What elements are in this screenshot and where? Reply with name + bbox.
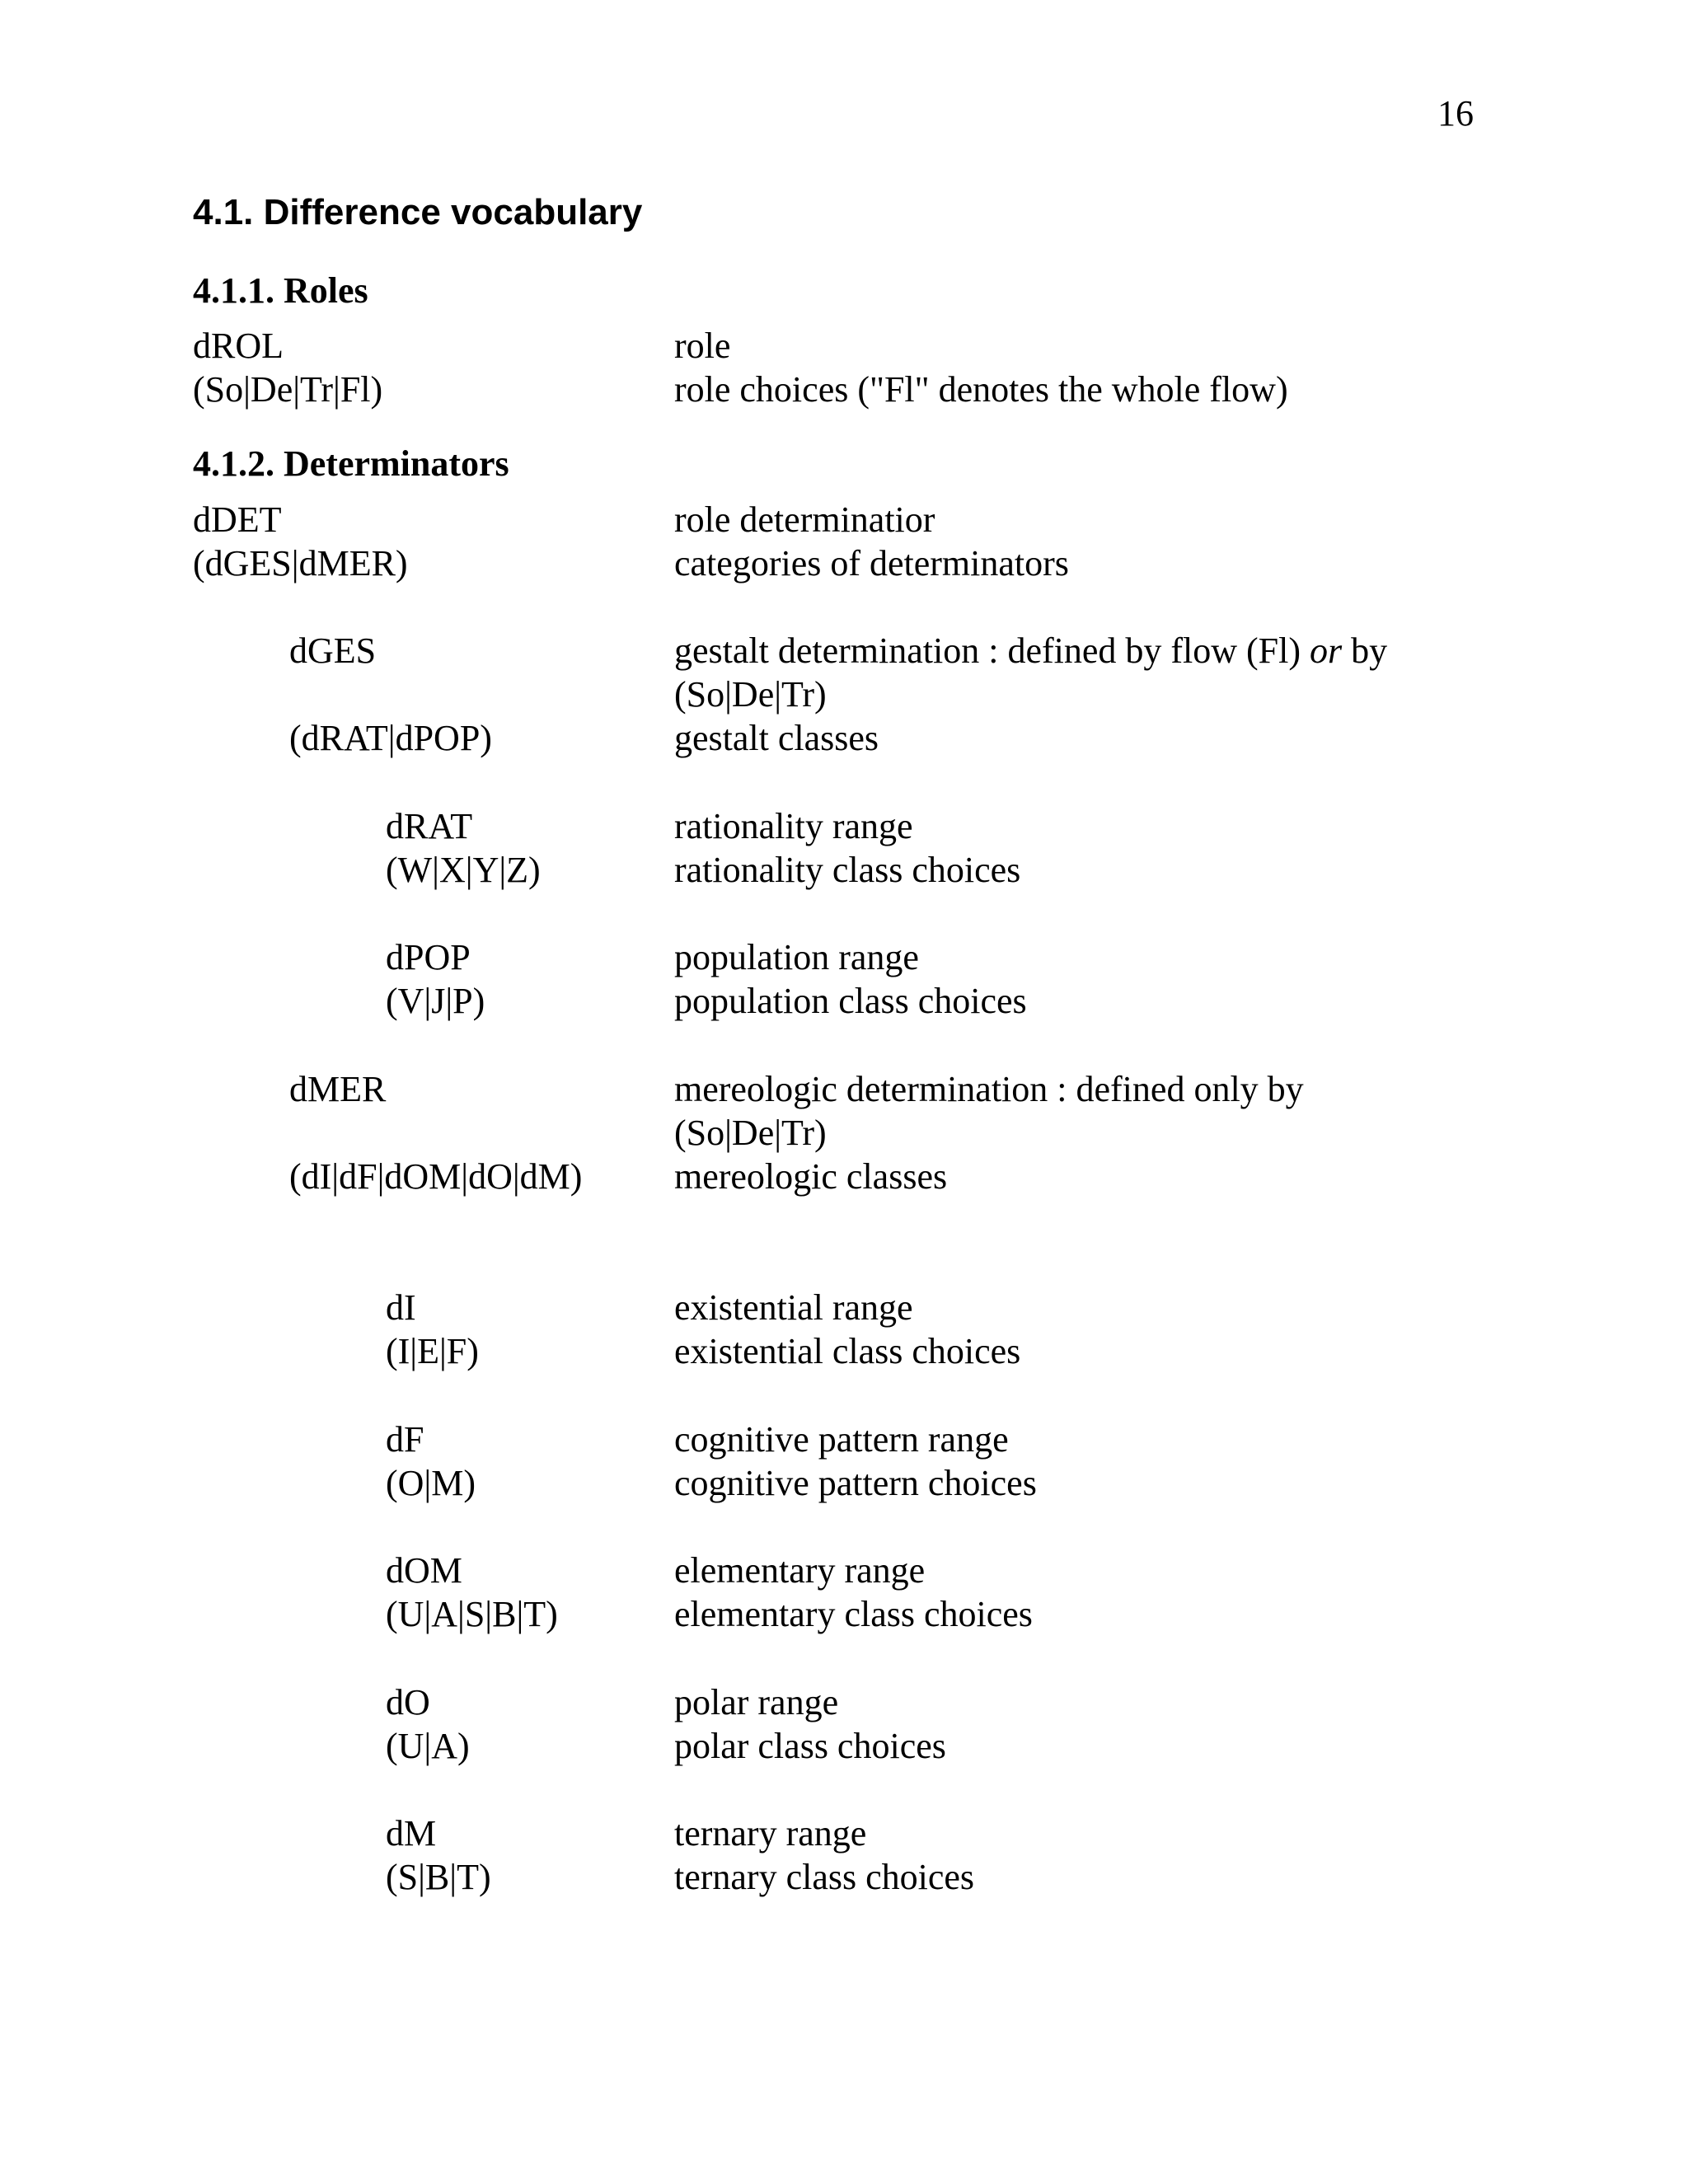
term-ddet: dDET [193,499,282,540]
desc-df: cognitive pattern range [674,1419,1009,1460]
desc-mereologic-classes: mereologic classes [674,1156,948,1197]
desc-population-choices: population class choices [674,981,1027,1021]
desc-dmer: mereologic determination : defined only by [674,1069,1304,1109]
desc-polar-choices: polar class choices [674,1726,946,1766]
term-df: dF [386,1419,424,1460]
term-dm: dM [386,1813,437,1854]
term-gestalt-classes: (dRAT|dPOP) [289,718,492,758]
desc-do: polar range [674,1682,839,1722]
desc-dm: ternary range [674,1813,867,1854]
desc-drol: role [674,326,731,366]
desc-dges-emphasis: or [1310,630,1343,671]
desc-gestalt-classes: gestalt classes [674,718,879,758]
term-determinator-categories: (dGES|dMER) [193,543,408,583]
term-di: dI [386,1287,416,1328]
desc-dges-continued: (So|De|Tr) [674,674,827,715]
term-cognitive-choices: (O|M) [386,1463,476,1503]
desc-role-choices: role choices ("Fl" denotes the whole flow) [674,369,1288,410]
subsection-roles-heading: 4.1.1. Roles [193,270,368,311]
section-heading: 4.1. Difference vocabulary [193,192,643,232]
term-ternary-choices: (S|B|T) [386,1857,491,1897]
term-mereologic-classes: (dI|dF|dOM|dO|dM) [289,1156,583,1197]
term-existential-choices: (I|E|F) [386,1331,479,1371]
desc-cognitive-choices: cognitive pattern choices [674,1463,1037,1503]
desc-elementary-choices: elementary class choices [674,1594,1033,1634]
desc-existential-choices: existential class choices [674,1331,1021,1371]
term-rationality-choices: (W|X|Y|Z) [386,850,541,890]
desc-dom: elementary range [674,1550,926,1591]
term-dmer: dMER [289,1069,387,1109]
desc-ddet: role determinatior [674,499,935,540]
desc-dmer-continued: (So|De|Tr) [674,1113,827,1153]
term-drat: dRAT [386,806,473,846]
term-dges: dGES [289,630,377,671]
desc-dges-text-a: gestalt determination : defined by flow (Fl) [674,630,1311,671]
desc-dpop: population range [674,937,919,977]
term-dom: dOM [386,1550,462,1591]
subsection-determinators-heading: 4.1.2. Determinators [193,443,509,484]
desc-drat: rationality range [674,806,913,846]
desc-di: existential range [674,1287,913,1328]
term-population-choices: (V|J|P) [386,981,485,1021]
desc-ternary-choices: ternary class choices [674,1857,975,1897]
term-do: dO [386,1682,430,1722]
term-elementary-choices: (U|A|S|B|T) [386,1594,558,1634]
desc-dges [674,630,1388,671]
term-dpop: dPOP [386,937,471,977]
term-role-choices: (So|De|Tr|Fl) [193,369,383,410]
page-number: 16 [1437,93,1474,134]
desc-rationality-choices: rationality class choices [674,850,1021,890]
desc-determinator-categories: categories of determinators [674,543,1069,583]
desc-dges-text-b: by [1342,630,1388,671]
term-polar-choices: (U|A) [386,1726,470,1766]
term-drol: dROL [193,326,284,366]
